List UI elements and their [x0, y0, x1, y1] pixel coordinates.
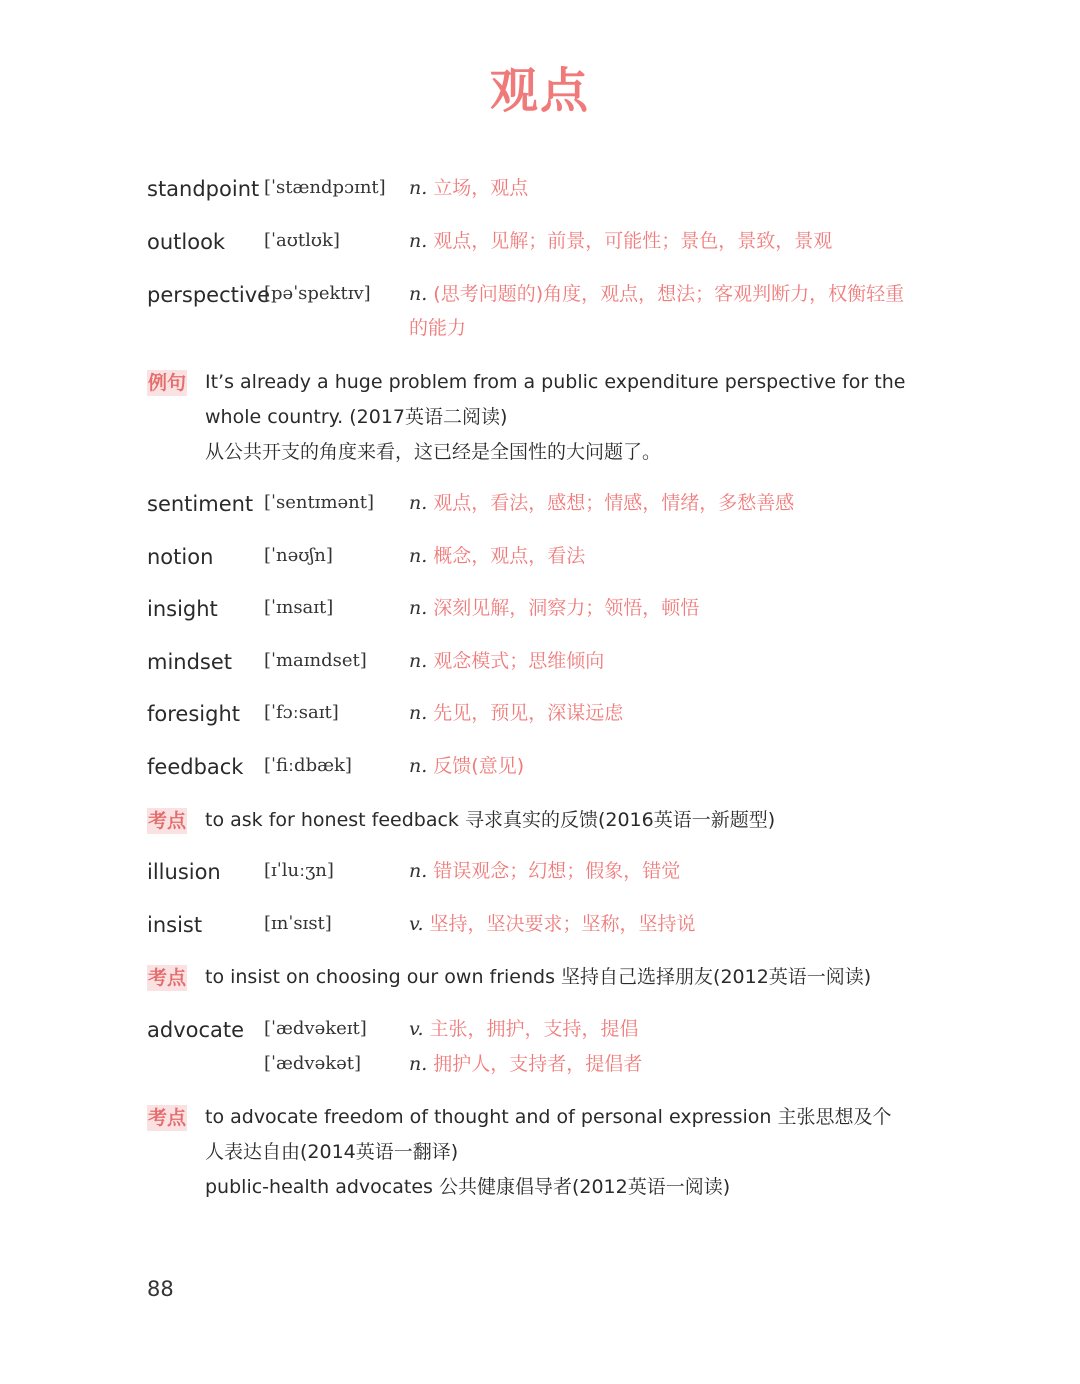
entry-definition	[409, 539, 909, 573]
part-of-speech: n.	[409, 545, 428, 567]
exam-point-text	[205, 803, 910, 838]
entry-word: notion	[147, 545, 214, 569]
entry-word: mindset	[147, 650, 233, 674]
part-of-speech: n.	[409, 492, 428, 514]
entry-word: insist	[147, 913, 203, 937]
entry-phonetic: [ɪnˈsɪst]	[264, 913, 332, 934]
entry-definition	[409, 486, 909, 520]
entry-word: foresight	[147, 702, 240, 726]
entry-word: sentiment	[147, 492, 254, 516]
exam-point-tag: 考点	[148, 967, 187, 989]
definition-text: 错误观念；幻想；假象，错觉	[433, 860, 681, 882]
entry-definition	[409, 907, 909, 941]
entry-definition	[409, 749, 909, 783]
entry-definition	[409, 591, 909, 625]
definition-text: 先见，预见，深谋远虑	[433, 702, 624, 724]
entry-phonetic: [ˈædvəkət]	[264, 1053, 362, 1074]
definition-text: 坚持，坚决要求；坚称，坚持说	[429, 913, 696, 935]
entry-phonetic: [ˈmaɪndset]	[264, 650, 367, 671]
exam-point-text	[205, 960, 910, 995]
definition-text: 观念模式；思维倾向	[433, 650, 605, 672]
page-title: 观点	[489, 63, 590, 119]
part-of-speech: n.	[409, 177, 428, 199]
part-of-speech: n.	[409, 860, 428, 882]
entry-phonetic: [ˈsentɪmənt]	[264, 492, 375, 513]
entry-definition	[409, 1012, 909, 1046]
example-sentence-zh: 从公共开支的角度来看，这已经是全国性的大问题了。	[205, 441, 662, 463]
entry-definition	[409, 277, 909, 345]
entry-word: illusion	[147, 860, 221, 884]
definition-text: 主张，拥护，支持，提倡	[429, 1018, 639, 1040]
definition-text: (思考问题的)角度，观点，想法；客观判断力，权衡轻重的能力	[409, 283, 905, 339]
entry-phonetic: [ˈɪnsaɪt]	[264, 597, 334, 618]
entry-phonetic: [ɪˈluːʒn]	[264, 860, 334, 881]
part-of-speech: n.	[409, 755, 428, 777]
entry-definition	[409, 224, 909, 258]
definition-text: 概念，观点，看法	[433, 545, 586, 567]
exam-point-text	[205, 1100, 910, 1205]
definition-text: 深刻见解，洞察力；领悟，顿悟	[433, 597, 700, 619]
exam-point-line: to insist on choosing our own friends 坚持自己选择朋友(2012英语一阅读)	[205, 966, 872, 988]
entry-phonetic: [ˈfɔːsaɪt]	[264, 702, 339, 723]
exam-point-line: to ask for honest feedback 寻求真实的反馈(2016英语一新题型)	[205, 809, 776, 831]
exam-point-line: to advocate freedom of thought and of personal expression 主张思想及个人表达自由(2014英语一翻译)	[205, 1106, 892, 1163]
example-text	[205, 365, 910, 470]
definition-text: 观点，见解；前景，可能性；景色，景致，景观	[433, 230, 833, 252]
part-of-speech: v.	[409, 913, 424, 935]
definition-text: 立场，观点	[433, 177, 529, 199]
entry-word: perspective	[147, 283, 271, 307]
exam-point-line: public-health advocates 公共健康倡导者(2012英语一阅读)	[205, 1176, 731, 1198]
entry-word: insight	[147, 597, 218, 621]
exam-point-tag: 考点	[148, 1107, 187, 1129]
entry-definition	[409, 854, 909, 888]
page-number: 88	[147, 1277, 174, 1301]
part-of-speech: n.	[409, 230, 428, 252]
part-of-speech: n.	[409, 702, 428, 724]
part-of-speech: n.	[409, 283, 428, 305]
entry-phonetic: [pəˈspektɪv]	[264, 283, 371, 304]
entry-word: feedback	[147, 755, 244, 779]
entry-phonetic: [ˈfiːdbæk]	[264, 755, 352, 776]
example-sentence-en: It’s already a huge problem from a public expenditure perspective for the whole country. (2017英语二阅读)	[205, 371, 906, 428]
entry-definition	[409, 696, 909, 730]
exam-point-tag: 考点	[148, 810, 187, 832]
entry-definition	[409, 171, 909, 205]
entry-word: advocate	[147, 1018, 245, 1042]
definition-text: 反馈(意见)	[433, 755, 525, 777]
definition-text: 拥护人，支持者，提倡者	[433, 1053, 643, 1075]
part-of-speech: v.	[409, 1018, 424, 1040]
definition-text: 观点，看法，感想；情感，情绪，多愁善感	[433, 492, 795, 514]
part-of-speech: n.	[409, 650, 428, 672]
entry-word: standpoint	[147, 177, 260, 201]
entry-word: outlook	[147, 230, 226, 254]
entry-phonetic: [ˈædvəkeɪt]	[264, 1018, 367, 1039]
part-of-speech: n.	[409, 597, 428, 619]
entry-phonetic: [ˈnəʊʃn]	[264, 545, 333, 566]
part-of-speech: n.	[409, 1053, 428, 1075]
entry-definition	[409, 644, 909, 678]
entry-phonetic: [ˈaʊtlʊk]	[264, 230, 340, 251]
entry-definition	[409, 1047, 909, 1081]
example-tag: 例句	[148, 372, 187, 394]
entry-phonetic: [ˈstændpɔɪnt]	[264, 177, 386, 198]
